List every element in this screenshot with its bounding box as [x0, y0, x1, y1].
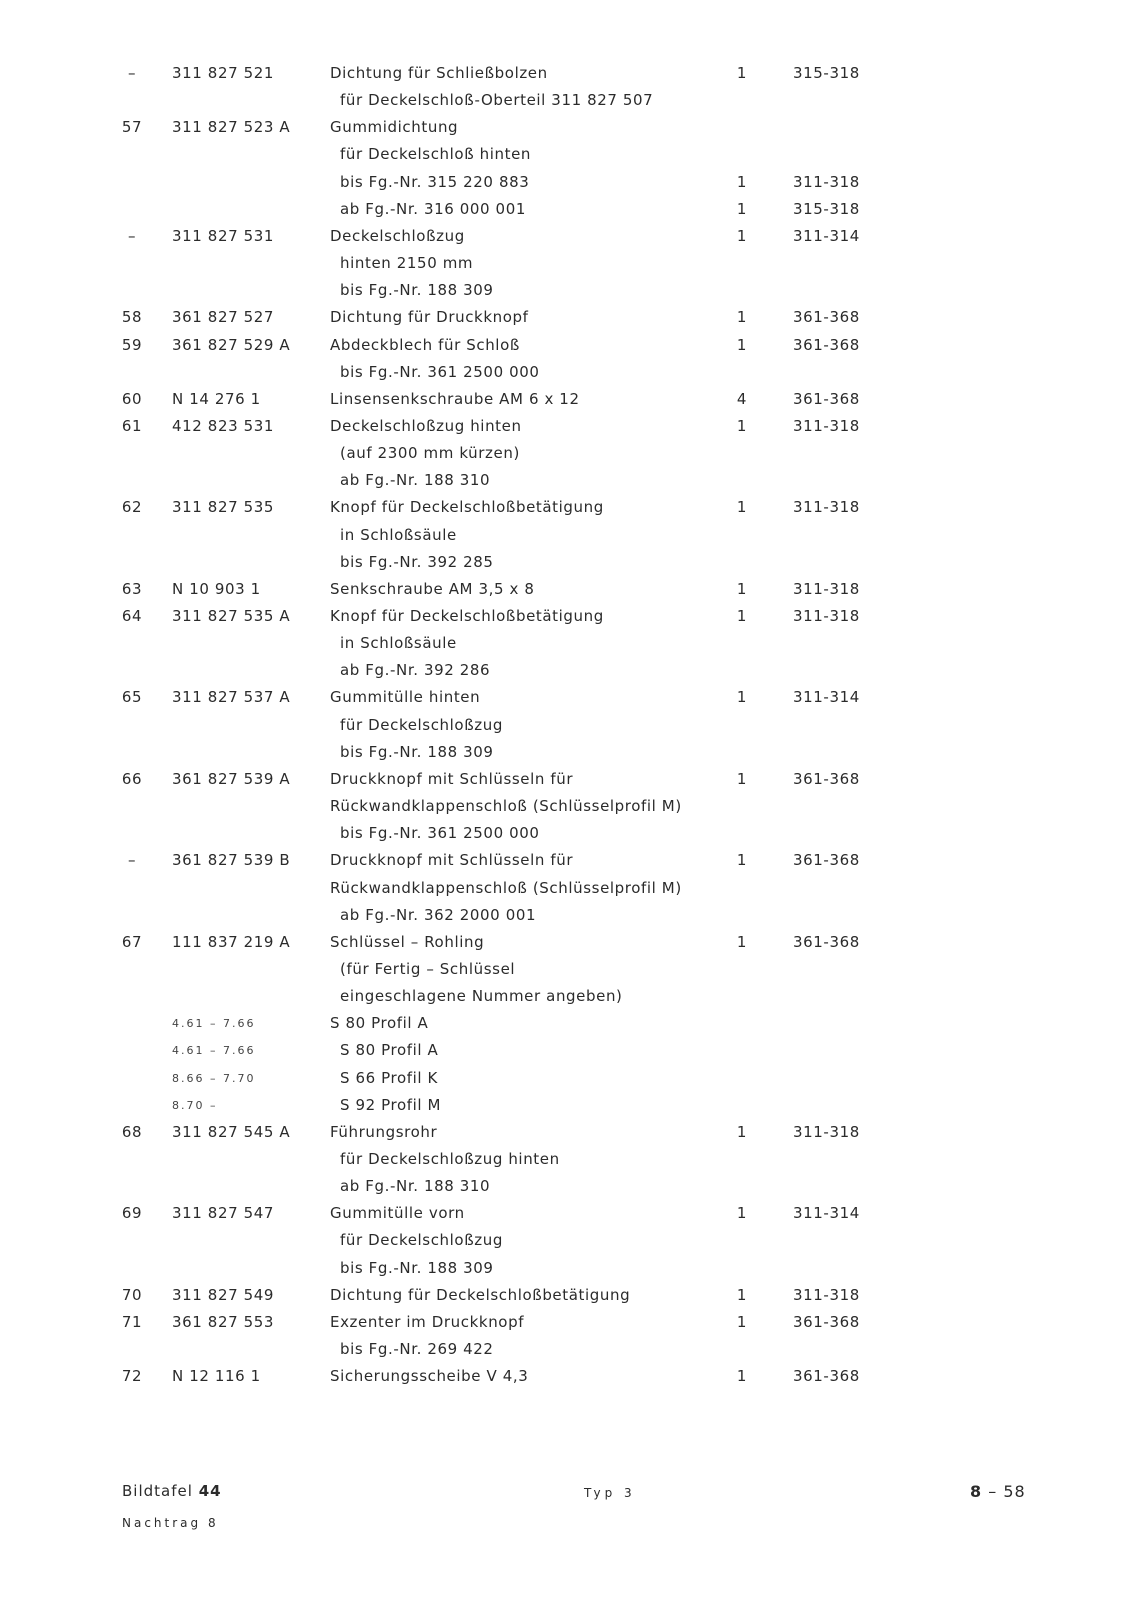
description: für Deckelschloßzug — [340, 1231, 503, 1250]
description: Führungsrohr — [330, 1122, 438, 1141]
description: bis Fg.-Nr. 315 220 883 — [340, 172, 530, 191]
position-number: 60 — [121, 389, 143, 408]
quantity: 1 — [736, 308, 748, 327]
table-row — [0, 630, 1139, 657]
part-number: N 12 116 1 — [172, 1367, 261, 1386]
description: für Deckelschloßzug — [340, 715, 503, 734]
position-number: 72 — [121, 1367, 143, 1386]
part-number: 412 823 531 — [172, 416, 275, 435]
page-separator: – — [988, 1482, 998, 1501]
table-row — [0, 875, 1139, 902]
description: bis Fg.-Nr. 188 309 — [340, 742, 494, 761]
page-number-value: 58 — [1003, 1482, 1026, 1501]
model-range: 361-368 — [793, 1367, 860, 1386]
plate-number: 44 — [198, 1482, 222, 1500]
table-row — [0, 60, 1139, 87]
description: in Schloßsäule — [340, 525, 457, 544]
quantity: 1 — [736, 199, 748, 218]
table-row — [0, 847, 1139, 874]
description: ab Fg.-Nr. 188 310 — [340, 471, 491, 490]
model-range: 361-368 — [793, 335, 860, 354]
model-range: 361-368 — [793, 769, 860, 788]
table-row — [0, 250, 1139, 277]
table-row — [0, 929, 1139, 956]
description: S 80 Profil A — [340, 1041, 439, 1060]
model-range: 361-368 — [793, 308, 860, 327]
description: bis Fg.-Nr. 361 2500 000 — [340, 362, 540, 381]
table-row — [0, 1282, 1139, 1309]
table-row — [0, 467, 1139, 494]
table-row — [0, 1336, 1139, 1363]
table-row — [0, 1146, 1139, 1173]
table-row — [0, 494, 1139, 521]
quantity: 1 — [736, 498, 748, 517]
table-row — [0, 304, 1139, 331]
description: Deckelschloßzug hinten — [330, 416, 522, 435]
description: Dichtung für Schließbolzen — [330, 64, 548, 82]
table-row — [0, 332, 1139, 359]
model-range: 361-368 — [793, 389, 860, 408]
position-number: 68 — [121, 1122, 143, 1141]
quantity: 1 — [736, 579, 748, 598]
description: (für Fertig – Schlüssel — [340, 959, 516, 978]
quantity: 1 — [736, 1367, 748, 1386]
table-row — [0, 413, 1139, 440]
table-row — [0, 359, 1139, 386]
part-number: 311 827 531 — [172, 226, 275, 245]
table-row — [0, 1227, 1139, 1254]
description: Druckknopf mit Schlüsseln für — [330, 851, 574, 870]
date-range: 4.61 – 7.66 — [172, 1017, 256, 1031]
position-number: 66 — [121, 769, 143, 788]
description: ab Fg.-Nr. 188 310 — [340, 1177, 491, 1196]
quantity: 1 — [736, 335, 748, 354]
description: ab Fg.-Nr. 362 2000 001 — [340, 905, 537, 924]
quantity: 1 — [736, 688, 748, 707]
description: für Deckelschloß hinten — [340, 145, 532, 164]
description: ab Fg.-Nr. 316 000 001 — [340, 199, 526, 218]
quantity: 1 — [736, 769, 748, 788]
description: Gummitülle vorn — [330, 1204, 465, 1223]
part-number: 361 827 553 — [172, 1312, 275, 1331]
description: S 92 Profil M — [340, 1095, 442, 1114]
description: Gummidichtung — [330, 118, 459, 137]
table-row — [0, 1173, 1139, 1200]
table-row — [0, 766, 1139, 793]
model-range: 311-318 — [793, 416, 860, 435]
part-number: 311 827 521 — [172, 64, 275, 82]
description: bis Fg.-Nr. 188 309 — [340, 1258, 494, 1277]
description: Schlüssel – Rohling — [330, 932, 485, 951]
table-row — [0, 712, 1139, 739]
position-number: 57 — [121, 118, 143, 137]
table-row — [0, 141, 1139, 168]
position-number: 59 — [121, 335, 143, 354]
model-range: 311-318 — [793, 579, 860, 598]
description: Exzenter im Druckknopf — [330, 1312, 525, 1331]
description: Knopf für Deckelschloßbetätigung — [330, 607, 604, 625]
date-range: 8.70 – — [172, 1098, 218, 1112]
description: Gummitülle hinten — [330, 688, 481, 707]
description: Linsensenkschraube AM 6 x 12 — [330, 389, 580, 408]
type-label: Typ 3 — [584, 1486, 636, 1500]
table-row — [0, 902, 1139, 929]
part-number: 311 827 549 — [172, 1285, 275, 1304]
part-number: 361 827 527 — [172, 308, 275, 327]
position-number: 62 — [121, 498, 143, 517]
model-range: 361-368 — [793, 932, 860, 951]
quantity: 1 — [736, 416, 748, 435]
quantity: 1 — [736, 226, 748, 245]
table-row — [0, 576, 1139, 603]
quantity: 1 — [736, 607, 748, 625]
quantity: 4 — [736, 389, 748, 408]
table-row — [0, 1065, 1139, 1092]
description: S 66 Profil K — [340, 1068, 438, 1087]
page-number — [970, 1482, 1026, 1501]
part-number: 111 837 219 A — [172, 932, 291, 951]
position-number: 58 — [121, 308, 143, 327]
table-row — [0, 549, 1139, 576]
table-row — [0, 603, 1139, 630]
table-row — [0, 983, 1139, 1010]
position-number: – — [127, 64, 137, 82]
table-row — [0, 1255, 1139, 1282]
part-number: 311 827 547 — [172, 1204, 275, 1223]
position-number: 71 — [121, 1312, 143, 1331]
table-row — [0, 386, 1139, 413]
model-range: 361-368 — [793, 851, 860, 870]
part-number: 311 827 535 A — [172, 607, 291, 625]
description: Druckknopf mit Schlüsseln für — [330, 769, 574, 788]
model-range: 315-318 — [793, 64, 860, 82]
description: Dichtung für Deckelschloßbetätigung — [330, 1285, 631, 1304]
date-range: 8.66 – 7.70 — [172, 1071, 256, 1085]
description: eingeschlagene Nummer angeben) — [340, 987, 623, 1006]
description: Senkschraube AM 3,5 x 8 — [330, 579, 535, 598]
table-row — [0, 114, 1139, 141]
description: für Deckelschloßzug hinten — [340, 1150, 560, 1168]
quantity: 1 — [736, 1312, 748, 1331]
description: bis Fg.-Nr. 269 422 — [340, 1340, 494, 1359]
position-number: 67 — [121, 932, 143, 951]
table-row — [0, 793, 1139, 820]
position-number: 64 — [121, 607, 143, 625]
model-range: 311-314 — [793, 1204, 860, 1223]
model-range: 311-318 — [793, 172, 860, 191]
position-number: 69 — [121, 1204, 143, 1223]
table-row — [0, 684, 1139, 711]
description: bis Fg.-Nr. 361 2500 000 — [340, 824, 540, 843]
quantity: 1 — [736, 851, 748, 870]
model-range: 315-318 — [793, 199, 860, 218]
part-number: 311 827 523 A — [172, 118, 291, 137]
date-range: 4.61 – 7.66 — [172, 1044, 256, 1058]
table-row — [0, 169, 1139, 196]
position-number: – — [127, 851, 137, 870]
quantity: 1 — [736, 1122, 748, 1141]
position-number: 61 — [121, 416, 143, 435]
position-number: – — [127, 226, 137, 245]
table-row — [0, 1010, 1139, 1037]
table-row — [0, 196, 1139, 223]
description: bis Fg.-Nr. 392 285 — [340, 552, 494, 571]
part-number: N 14 276 1 — [172, 389, 261, 408]
description: Abdeckblech für Schloß — [330, 335, 520, 354]
description: S 80 Profil A — [330, 1014, 429, 1033]
description: für Deckelschloß-Oberteil 311 827 507 — [340, 91, 654, 110]
part-number: 311 827 537 A — [172, 688, 291, 707]
part-number: 361 827 529 A — [172, 335, 291, 354]
model-range: 311-314 — [793, 226, 860, 245]
position-number: 70 — [121, 1285, 143, 1304]
table-row — [0, 440, 1139, 467]
description: bis Fg.-Nr. 188 309 — [340, 281, 494, 300]
table-row — [0, 1200, 1139, 1227]
table-row — [0, 223, 1139, 250]
model-range: 311-318 — [793, 1285, 860, 1304]
quantity: 1 — [736, 932, 748, 951]
table-row — [0, 657, 1139, 684]
table-row — [0, 1309, 1139, 1336]
description: ab Fg.-Nr. 392 286 — [340, 661, 491, 680]
description: (auf 2300 mm kürzen) — [340, 444, 520, 463]
plate-reference — [122, 1482, 222, 1500]
position-number: 65 — [121, 688, 143, 707]
part-number: 311 827 535 — [172, 498, 275, 517]
table-row — [0, 87, 1139, 114]
plate-label: Bildtafel — [122, 1482, 193, 1500]
description: Deckelschloßzug — [330, 226, 465, 245]
description: Rückwandklappenschloß (Schlüsselprofil M) — [330, 878, 682, 897]
position-number: 63 — [121, 579, 143, 598]
model-range: 311-314 — [793, 688, 860, 707]
part-number: 311 827 545 A — [172, 1122, 291, 1141]
model-range: 311-318 — [793, 498, 860, 517]
model-range: 311-318 — [793, 607, 860, 625]
part-number: 361 827 539 B — [172, 851, 291, 870]
table-row — [0, 1037, 1139, 1064]
part-number: N 10 903 1 — [172, 579, 261, 598]
table-row — [0, 522, 1139, 549]
quantity: 1 — [736, 1204, 748, 1223]
description: hinten 2150 mm — [340, 254, 474, 273]
description: Dichtung für Druckknopf — [330, 308, 529, 327]
part-number: 361 827 539 A — [172, 769, 291, 788]
table-row — [0, 277, 1139, 304]
model-range: 361-368 — [793, 1312, 860, 1331]
description: Knopf für Deckelschloßbetätigung — [330, 498, 604, 517]
table-row — [0, 1092, 1139, 1119]
description: in Schloßsäule — [340, 634, 457, 653]
table-row — [0, 820, 1139, 847]
description: Rückwandklappenschloß (Schlüsselprofil M) — [330, 797, 682, 816]
model-range: 311-318 — [793, 1122, 860, 1141]
quantity: 1 — [736, 172, 748, 191]
quantity: 1 — [736, 1285, 748, 1304]
table-row — [0, 1119, 1139, 1146]
description: Sicherungsscheibe V 4,3 — [330, 1367, 529, 1386]
page-section: 8 — [970, 1482, 983, 1501]
table-row — [0, 1363, 1139, 1390]
supplement-label: Nachtrag 8 — [122, 1516, 219, 1530]
table-row — [0, 739, 1139, 766]
table-row — [0, 956, 1139, 983]
quantity: 1 — [736, 64, 748, 82]
